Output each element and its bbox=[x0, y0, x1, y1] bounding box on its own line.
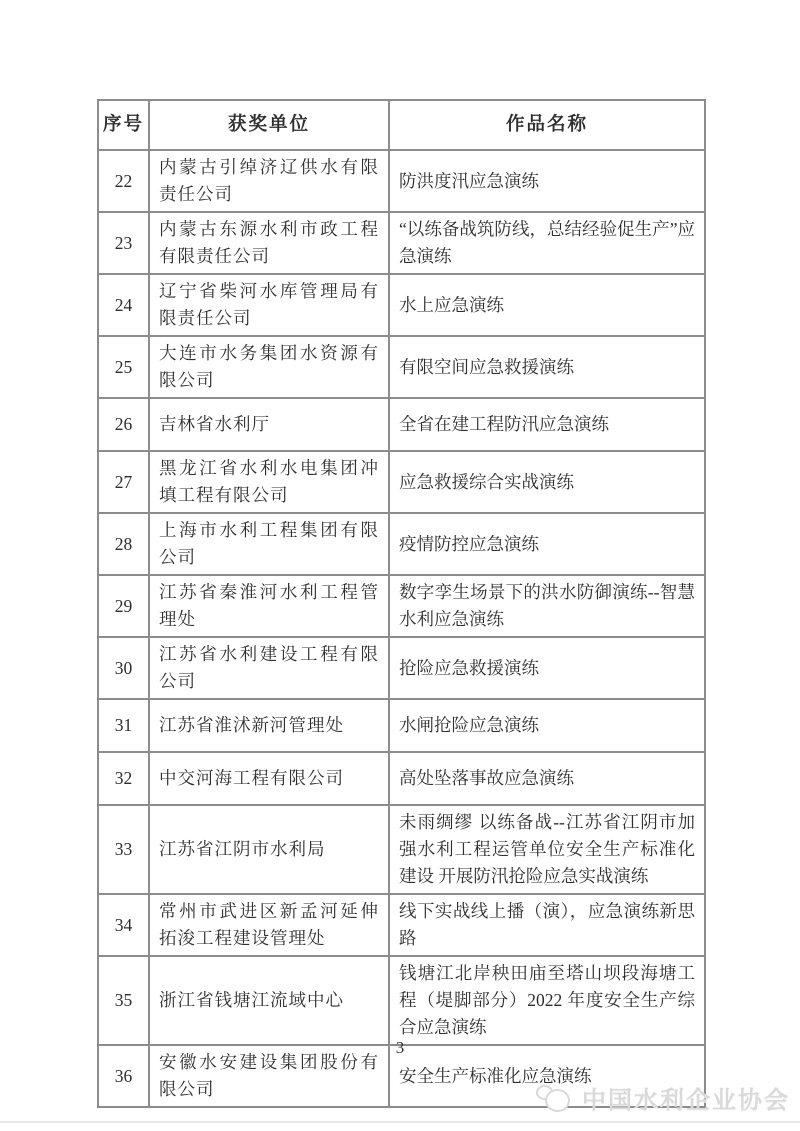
row-work: 疫情防控应急演练 bbox=[389, 513, 705, 575]
header-cell-work: 作品名称 bbox=[389, 100, 705, 150]
row-work: 水闸抢险应急演练 bbox=[389, 699, 705, 752]
page-number: 3 bbox=[395, 1038, 405, 1057]
table-row bbox=[98, 637, 705, 699]
row-unit: 黑龙江省水利水电集团冲填工程有限公司 bbox=[149, 451, 389, 513]
row-unit: 大连市水务集团水资源有限公司 bbox=[149, 336, 389, 398]
table-row bbox=[98, 575, 705, 637]
row-unit: 江苏省秦淮河水利工程管理处 bbox=[149, 575, 389, 637]
row-number: 28 bbox=[98, 513, 149, 575]
row-number: 26 bbox=[98, 398, 149, 451]
row-number: 25 bbox=[98, 336, 149, 398]
header-cell-unit: 获奖单位 bbox=[149, 100, 389, 150]
table-row bbox=[98, 894, 705, 956]
row-number: 31 bbox=[98, 699, 149, 752]
row-unit: 江苏省水利建设工程有限公司 bbox=[149, 637, 389, 699]
row-work: 全省在建工程防汛应急演练 bbox=[389, 398, 705, 451]
row-number: 29 bbox=[98, 575, 149, 637]
association-logo-icon bbox=[536, 1082, 574, 1114]
row-unit: 江苏省江阴市水利局 bbox=[149, 805, 389, 894]
table-row bbox=[98, 274, 705, 336]
row-unit: 江苏省淮沭新河管理处 bbox=[149, 699, 389, 752]
row-unit: 吉林省水利厅 bbox=[149, 398, 389, 451]
awards-table bbox=[97, 99, 706, 1108]
row-number: 34 bbox=[98, 894, 149, 956]
row-work: 抢险应急救援演练 bbox=[389, 637, 705, 699]
row-unit: 安徽水安建设集团股份有限公司 bbox=[149, 1045, 389, 1107]
watermark bbox=[536, 1080, 790, 1115]
page-bottom-divider bbox=[0, 1121, 800, 1123]
row-unit: 内蒙古引绰济辽供水有限责任公司 bbox=[149, 150, 389, 212]
row-number: 32 bbox=[98, 752, 149, 805]
row-number: 23 bbox=[98, 212, 149, 274]
row-work: 安全生产标准化应急演练 bbox=[389, 1045, 705, 1107]
row-unit: 常州市武进区新孟河延伸拓浚工程建设管理处 bbox=[149, 894, 389, 956]
row-work: 未雨绸缪 以练备战--江苏省江阴市加强水利工程运管单位安全生产标准化建设 开展防汛抢险应急实战演练 bbox=[389, 805, 705, 894]
table-row bbox=[98, 150, 705, 212]
awards-table-container bbox=[97, 99, 706, 1108]
row-work: 钱塘江北岸秧田庙至塔山坝段海塘工程（堤脚部分）2022 年度安全生产综合应急演练 bbox=[389, 956, 705, 1045]
row-work: 水上应急演练 bbox=[389, 274, 705, 336]
table-row bbox=[98, 212, 705, 274]
header-cell-number: 序号 bbox=[98, 100, 149, 150]
row-number: 33 bbox=[98, 805, 149, 894]
table-row bbox=[98, 699, 705, 752]
row-work: 数字孪生场景下的洪水防御演练--智慧水利应急演练 bbox=[389, 575, 705, 637]
table-row bbox=[98, 805, 705, 894]
row-work: 高处坠落事故应急演练 bbox=[389, 752, 705, 805]
row-unit: 浙江省钱塘江流域中心 bbox=[149, 956, 389, 1045]
table-row bbox=[98, 513, 705, 575]
table-body bbox=[98, 150, 705, 1107]
watermark-text: 中国水利企业协会 bbox=[582, 1087, 790, 1114]
row-number: 22 bbox=[98, 150, 149, 212]
row-work: 应急救援综合实战演练 bbox=[389, 451, 705, 513]
row-work: 有限空间应急救援演练 bbox=[389, 336, 705, 398]
row-work: “以练备战筑防线，总结经验促生产”应急演练 bbox=[389, 212, 705, 274]
row-work: 防洪度汛应急演练 bbox=[389, 150, 705, 212]
row-unit: 辽宁省柴河水库管理局有限责任公司 bbox=[149, 274, 389, 336]
row-number: 30 bbox=[98, 637, 149, 699]
table-row bbox=[98, 398, 705, 451]
row-number: 35 bbox=[98, 956, 149, 1045]
row-number: 24 bbox=[98, 274, 149, 336]
table-header-row bbox=[98, 100, 705, 150]
row-unit: 内蒙古东源水利市政工程有限责任公司 bbox=[149, 212, 389, 274]
row-unit: 中交河海工程有限公司 bbox=[149, 752, 389, 805]
row-number: 36 bbox=[98, 1045, 149, 1107]
row-unit: 上海市水利工程集团有限公司 bbox=[149, 513, 389, 575]
row-number: 27 bbox=[98, 451, 149, 513]
table-row bbox=[98, 451, 705, 513]
table-row bbox=[98, 336, 705, 398]
row-work: 线下实战线上播（演），应急演练新思路 bbox=[389, 894, 705, 956]
table-row bbox=[98, 956, 705, 1045]
table-row bbox=[98, 752, 705, 805]
